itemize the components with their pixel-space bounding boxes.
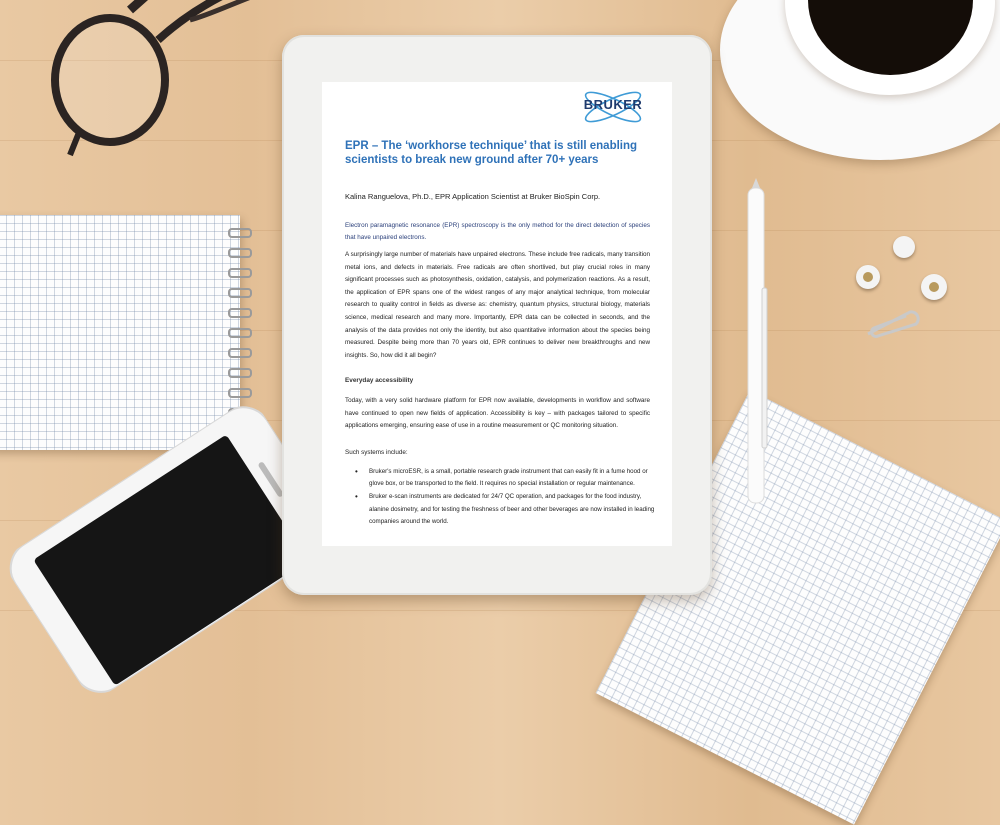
spiral-ring bbox=[228, 348, 252, 358]
notepad-left bbox=[0, 215, 240, 450]
bullet-list bbox=[345, 466, 655, 529]
list-item: • Bruker e-scan instruments are dedicated for 24/7 QC operation, and packages for the food industry, alanine dosimetry, and for testing the freshness of beer and other beverages are now installed in leading companies around the world. bbox=[345, 491, 655, 528]
spiral-ring bbox=[228, 248, 252, 258]
pushpin-center bbox=[863, 272, 873, 282]
document-title: EPR – The ‘workhorse technique’ that is still enabling scientists to break new ground after 70+ years bbox=[345, 140, 638, 166]
spiral-ring bbox=[228, 328, 252, 338]
eyeglasses-icon bbox=[40, 0, 270, 160]
spiral-ring bbox=[228, 368, 252, 378]
document-paragraph: Such systems include: bbox=[345, 449, 408, 456]
pushpin-icon bbox=[893, 236, 915, 258]
document-intro: Electron paramagnetic resonance (EPR) spectroscopy is the only method for the direct detection of species that have unpaired electrons. bbox=[345, 222, 650, 241]
bruker-logo-text: BRUKER bbox=[583, 97, 643, 112]
list-item: • Bruker's microESR, is a small, portable research grade instrument that can easily fit in a fume hood or glove box, or be transported to the field. It requires no special installation or regular maintenance. bbox=[345, 466, 655, 490]
spiral-ring bbox=[228, 288, 252, 298]
document-paragraph: A surprisingly large number of materials have unpaired electrons. These include free radicals, many transition metal ions, and defects in materials. Free radicals are often shortlived, but play crucial roles in many significant processes such as photosynthesis, oxidation, catalysis, and polymerization reactions. As a result, the application of EPR spans one of the widest ranges of any major analytical technique, from molecular research to quality control in fields as diverse as: chemistry, quantum physics, structural biology, materials science, medical research and many more. Importantly, EPR data can be collected in seconds, and the analysis of the data provides not only the identity, but also quantitative information about the species being measured. Despite being more than 70 years old, EPR continues to deliver new breakthroughs and new insights. So, how did it all begin? bbox=[345, 251, 650, 359]
section-heading: Everyday accessibility bbox=[345, 377, 414, 384]
spiral-ring bbox=[228, 388, 252, 398]
pushpin-center bbox=[929, 282, 939, 292]
paperclip-icon bbox=[860, 304, 922, 340]
spiral-ring bbox=[228, 268, 252, 278]
document-paragraph: Today, with a very solid hardware platform for EPR now available, developments in workflow and software have continued to open new fields of application. Accessibility is key – with packages tailored to specific applications emerging, ensuring ease of use in a routine measurement or QC monitoring situation. bbox=[345, 397, 650, 430]
spiral-ring bbox=[228, 308, 252, 318]
spiral-ring bbox=[228, 228, 252, 238]
document-author: Kalina Ranguelova, Ph.D., EPR Application Scientist at Bruker BioSpin Corp. bbox=[345, 192, 601, 201]
pen-icon bbox=[742, 178, 772, 508]
